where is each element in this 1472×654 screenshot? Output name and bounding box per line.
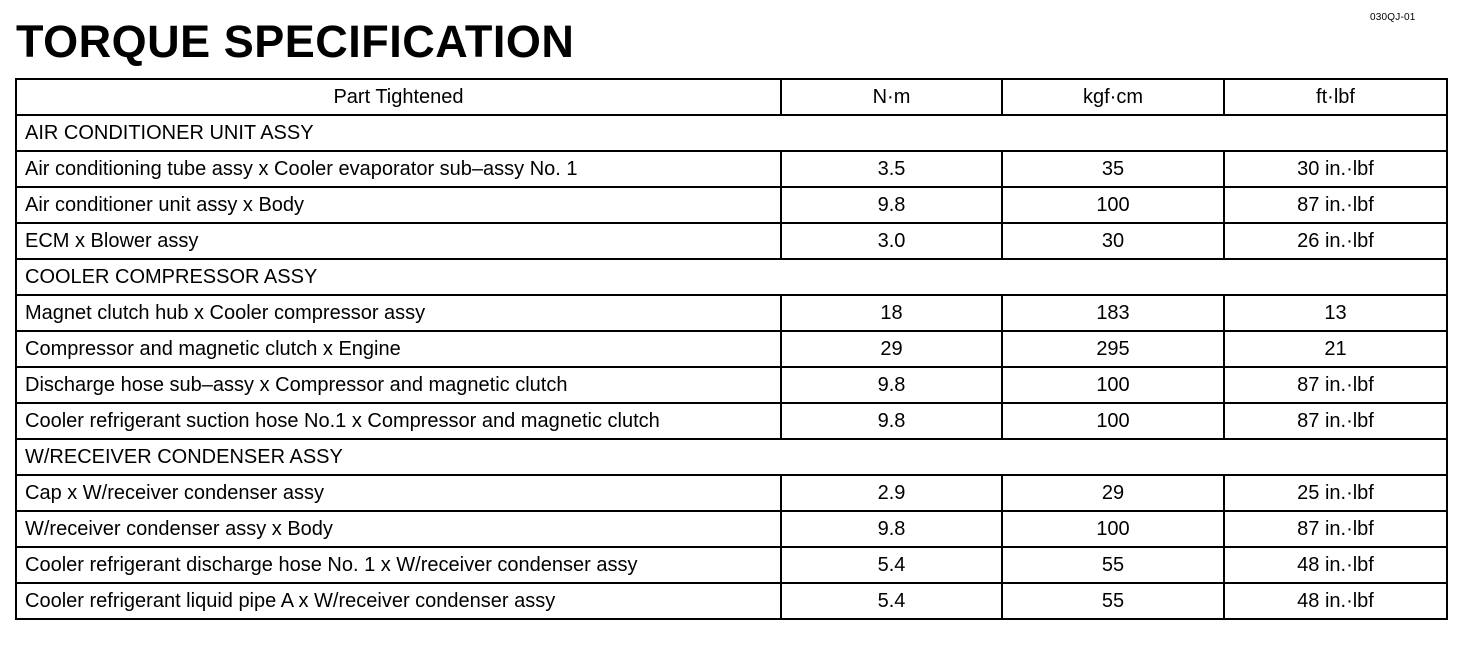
section-name: COOLER COMPRESSOR ASSY bbox=[16, 259, 1447, 295]
header-row bbox=[16, 79, 1447, 115]
header-nm: N·m bbox=[781, 79, 1002, 115]
section-row bbox=[16, 439, 1447, 475]
kgfcm-cell: 183 bbox=[1002, 295, 1224, 331]
header-ftlbf: ft·lbf bbox=[1224, 79, 1447, 115]
ftlbf-cell: 87 in.·lbf bbox=[1224, 367, 1447, 403]
table-row bbox=[16, 151, 1447, 187]
section-name: AIR CONDITIONER UNIT ASSY bbox=[16, 115, 1447, 151]
ftlbf-cell: 87 in.·lbf bbox=[1224, 403, 1447, 439]
ftlbf-cell: 13 bbox=[1224, 295, 1447, 331]
kgfcm-cell: 35 bbox=[1002, 151, 1224, 187]
section-row bbox=[16, 115, 1447, 151]
table-body bbox=[16, 115, 1447, 619]
kgfcm-cell: 100 bbox=[1002, 367, 1224, 403]
nm-cell: 9.8 bbox=[781, 511, 1002, 547]
ftlbf-cell: 48 in.·lbf bbox=[1224, 583, 1447, 619]
nm-cell: 9.8 bbox=[781, 403, 1002, 439]
nm-cell: 29 bbox=[781, 331, 1002, 367]
table-header bbox=[16, 79, 1447, 115]
part-cell: Compressor and magnetic clutch x Engine bbox=[16, 331, 781, 367]
kgfcm-cell: 100 bbox=[1002, 187, 1224, 223]
ftlbf-cell: 30 in.·lbf bbox=[1224, 151, 1447, 187]
table-row bbox=[16, 511, 1447, 547]
kgfcm-cell: 55 bbox=[1002, 583, 1224, 619]
ftlbf-cell: 25 in.·lbf bbox=[1224, 475, 1447, 511]
table-row bbox=[16, 583, 1447, 619]
table-row bbox=[16, 187, 1447, 223]
section-row bbox=[16, 259, 1447, 295]
kgfcm-cell: 295 bbox=[1002, 331, 1224, 367]
ftlbf-cell: 26 in.·lbf bbox=[1224, 223, 1447, 259]
part-cell: Cooler refrigerant suction hose No.1 x Compressor and magnetic clutch bbox=[16, 403, 781, 439]
kgfcm-cell: 100 bbox=[1002, 403, 1224, 439]
torque-spec-table bbox=[15, 78, 1448, 620]
nm-cell: 2.9 bbox=[781, 475, 1002, 511]
nm-cell: 18 bbox=[781, 295, 1002, 331]
header-kgfcm: kgf·cm bbox=[1002, 79, 1224, 115]
nm-cell: 9.8 bbox=[781, 187, 1002, 223]
table-row bbox=[16, 331, 1447, 367]
kgfcm-cell: 29 bbox=[1002, 475, 1224, 511]
kgfcm-cell: 55 bbox=[1002, 547, 1224, 583]
part-cell: Discharge hose sub–assy x Compressor and magnetic clutch bbox=[16, 367, 781, 403]
part-cell: Cap x W/receiver condenser assy bbox=[16, 475, 781, 511]
part-cell: Cooler refrigerant liquid pipe A x W/receiver condenser assy bbox=[16, 583, 781, 619]
table-row bbox=[16, 403, 1447, 439]
ftlbf-cell: 48 in.·lbf bbox=[1224, 547, 1447, 583]
part-cell: W/receiver condenser assy x Body bbox=[16, 511, 781, 547]
part-cell: Cooler refrigerant discharge hose No. 1 x W/receiver condenser assy bbox=[16, 547, 781, 583]
nm-cell: 9.8 bbox=[781, 367, 1002, 403]
table-row bbox=[16, 223, 1447, 259]
header-part-tightened: Part Tightened bbox=[16, 79, 781, 115]
ftlbf-cell: 87 in.·lbf bbox=[1224, 511, 1447, 547]
part-cell: Air conditioner unit assy x Body bbox=[16, 187, 781, 223]
table-row bbox=[16, 475, 1447, 511]
section-name: W/RECEIVER CONDENSER ASSY bbox=[16, 439, 1447, 475]
nm-cell: 3.0 bbox=[781, 223, 1002, 259]
table-row bbox=[16, 547, 1447, 583]
nm-cell: 3.5 bbox=[781, 151, 1002, 187]
part-cell: Magnet clutch hub x Cooler compressor assy bbox=[16, 295, 781, 331]
table-row bbox=[16, 295, 1447, 331]
page-title: TORQUE SPECIFICATION bbox=[16, 16, 575, 67]
document-code: 030QJ-01 bbox=[1370, 12, 1416, 23]
kgfcm-cell: 100 bbox=[1002, 511, 1224, 547]
ftlbf-cell: 87 in.·lbf bbox=[1224, 187, 1447, 223]
part-cell: Air conditioning tube assy x Cooler evaporator sub–assy No. 1 bbox=[16, 151, 781, 187]
table-row bbox=[16, 367, 1447, 403]
ftlbf-cell: 21 bbox=[1224, 331, 1447, 367]
nm-cell: 5.4 bbox=[781, 547, 1002, 583]
nm-cell: 5.4 bbox=[781, 583, 1002, 619]
part-cell: ECM x Blower assy bbox=[16, 223, 781, 259]
kgfcm-cell: 30 bbox=[1002, 223, 1224, 259]
